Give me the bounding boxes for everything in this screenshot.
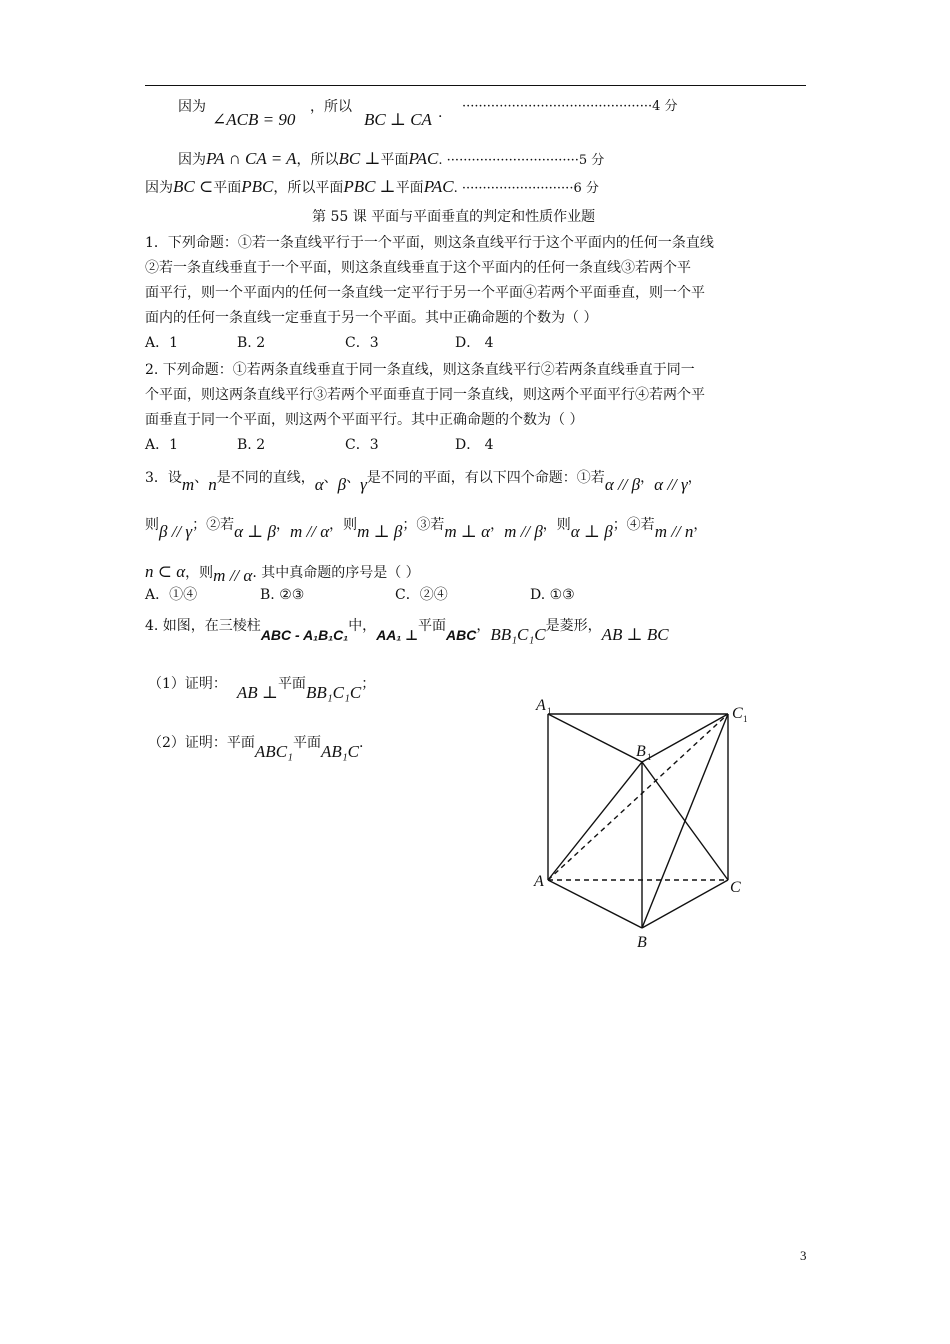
math: AA₁ ⊥ xyxy=(376,627,419,643)
text: ， xyxy=(687,470,702,486)
q4-part-1 xyxy=(148,672,376,702)
math: m xyxy=(181,475,195,494)
text: 因为 xyxy=(178,99,206,115)
math: m // α xyxy=(290,522,330,541)
edge-ac1-hidden xyxy=(548,714,728,880)
q3-option-c: C．②④ xyxy=(395,587,448,603)
lesson-title: 第 55 课 平面与平面垂直的判定和性质作业题 xyxy=(312,209,596,225)
q1-option-c: C．3 xyxy=(345,335,379,351)
math: m ⊥ α xyxy=(444,522,491,541)
q1-option-b: B. 2 xyxy=(237,335,266,351)
q4-part-2 xyxy=(148,731,364,761)
label-c: C xyxy=(730,879,741,896)
text: . 其中真命题的序号是（ ） xyxy=(252,565,420,581)
text: 平面 xyxy=(418,618,447,634)
edge-bc1 xyxy=(642,714,728,928)
q1-line-1: 1．下列命题：①若一条直线平行于一个平面，则这条直线平行于这个平面内的任何一条直线 xyxy=(145,235,714,251)
math: PAC xyxy=(408,149,439,168)
label-b1: B xyxy=(636,743,646,760)
text: ，则 xyxy=(329,517,358,533)
text: ，则 xyxy=(542,517,571,533)
q1-line-3: 面平行，则一个平面内的任何一条直线一定平行于另一个平面④若两个平面垂直，则一个平 xyxy=(145,285,705,301)
text: （2）证明：平面 xyxy=(148,735,255,751)
math: α // β xyxy=(604,475,641,494)
label-a1-sub: 1 xyxy=(547,706,552,716)
math: BC ⊂ xyxy=(173,177,214,196)
label-a: A xyxy=(534,873,544,890)
proof-line-5 xyxy=(178,148,604,172)
math: m // n xyxy=(654,522,694,541)
math: α ⊥ β xyxy=(234,522,277,541)
text: 平面 xyxy=(292,735,321,751)
edge-ab xyxy=(548,880,642,928)
prism-figure xyxy=(520,690,780,960)
label-b: B xyxy=(637,934,647,951)
text: ， xyxy=(476,618,491,634)
text: ；③若 xyxy=(402,517,445,533)
text: . xyxy=(358,735,364,751)
q2-line-1: 2. 下列命题：①若两条直线垂直于同一条直线，则这条直线平行②若两条直线垂直于同一 xyxy=(145,362,695,378)
math: ABC₁ xyxy=(254,742,293,761)
math: γ xyxy=(360,475,367,494)
math: n xyxy=(208,475,217,494)
math: β xyxy=(337,475,347,494)
text: ，则 xyxy=(185,565,214,581)
text: 因为 xyxy=(145,180,173,196)
q4-statement xyxy=(145,614,669,644)
q3-option-b: B. ②③ xyxy=(260,587,305,603)
text: ；④若 xyxy=(612,517,655,533)
proof-line-6 xyxy=(145,176,599,200)
q2-option-b: B. 2 xyxy=(237,437,266,453)
text: ，所以平面 xyxy=(273,180,344,196)
text: 、 xyxy=(194,470,209,486)
math: AB ⊥ BC xyxy=(601,625,669,644)
math: n ⊂ α xyxy=(145,562,186,581)
q3-line-2 xyxy=(145,513,708,541)
proof-line-4 xyxy=(178,96,206,118)
q1-line-4: 面内的任何一条直线一定垂直于另一个平面。其中正确命题的个数为（ ） xyxy=(145,310,598,326)
label-a1: A xyxy=(536,697,546,714)
q2-option-d: D． 4 xyxy=(455,437,494,453)
q2-line-3: 面垂直于同一个平面，则这两个平面平行。其中正确命题的个数为（ ） xyxy=(145,412,584,428)
text: 、 xyxy=(323,470,338,486)
math: α xyxy=(314,475,324,494)
math: BB₁C₁C xyxy=(490,625,546,644)
text: 平面 xyxy=(380,152,409,168)
q3-option-a: A．①④ xyxy=(145,587,198,603)
label-c1: C xyxy=(732,705,743,722)
text: 3．设 xyxy=(145,470,182,486)
text: ， xyxy=(490,517,505,533)
q2-option-a: A．1 xyxy=(145,437,179,453)
score-4: ··············································4 分 xyxy=(462,99,678,114)
proof-text: . xyxy=(438,105,443,121)
math: m // α xyxy=(213,566,253,585)
score-6: . ···························6 分 xyxy=(453,181,599,196)
score-5: . ································5 分 xyxy=(438,153,605,168)
math: PA ∩ CA = A xyxy=(206,149,297,168)
math: AB₁C xyxy=(320,742,359,761)
math: PAC xyxy=(423,177,454,196)
text: 是不同的直线， xyxy=(216,470,315,486)
text: ； xyxy=(361,676,376,692)
page-number: 3 xyxy=(800,1248,807,1263)
edge-b1c1 xyxy=(642,714,728,762)
text: ， xyxy=(640,470,655,486)
text: 因为 xyxy=(178,152,206,168)
q3-option-d: D. ①③ xyxy=(530,587,575,603)
text: 是不同的平面，有以下四个命题：①若 xyxy=(366,470,605,486)
edge-bc xyxy=(642,880,728,928)
text: ；②若 xyxy=(192,517,235,533)
proof-math-angle: ∠ACB = 90 xyxy=(212,110,296,129)
math: BB₁C₁C xyxy=(305,683,362,702)
edge-a1b1 xyxy=(548,714,642,762)
q1-line-2: ②若一条直线垂直于一个平面，则这条直线垂直于这个平面内的任何一条直线③若两个平 xyxy=(145,260,691,276)
edge-ab1 xyxy=(548,762,642,880)
math: PBC xyxy=(241,177,274,196)
text: 平面 xyxy=(213,180,242,196)
q1-option-d: D． 4 xyxy=(455,335,494,351)
math: AB ⊥ xyxy=(236,683,278,702)
math: α ⊥ β xyxy=(570,522,613,541)
proof-math-perp: BC ⊥ CA xyxy=(364,110,432,129)
text: ，所以 xyxy=(296,152,339,168)
label-b1-sub: 1 xyxy=(647,752,652,762)
math: BC ⊥ xyxy=(338,149,381,168)
text: 、 xyxy=(346,470,361,486)
text: ， xyxy=(693,517,708,533)
text: 则 xyxy=(145,517,159,533)
math: ABC xyxy=(446,627,477,643)
math: ABC - A₁B₁C₁ xyxy=(260,627,349,643)
text: 平面 xyxy=(277,676,306,692)
label-c1-sub: 1 xyxy=(743,714,748,724)
text: ， xyxy=(276,517,291,533)
proof-text: ，所以 xyxy=(310,99,352,115)
q3-line-3 xyxy=(145,561,420,584)
text: 是菱形， xyxy=(545,618,602,634)
header-rule xyxy=(145,85,806,86)
math: m // β xyxy=(504,522,543,541)
q2-option-c: C．3 xyxy=(345,437,379,453)
q3-line-1 xyxy=(145,466,702,494)
q1-option-a: A．1 xyxy=(145,335,179,351)
math: β // γ xyxy=(159,522,193,541)
text: 中， xyxy=(348,618,377,634)
text: （1）证明： xyxy=(148,676,227,692)
text: 4. 如图，在三棱柱 xyxy=(145,618,261,634)
math: PBC ⊥ xyxy=(343,177,396,196)
q2-line-2: 个平面，则这两条直线平行③若两个平面垂直于同一条直线，则这两个平面平行④若两个平 xyxy=(145,387,705,403)
math: m ⊥ β xyxy=(357,522,403,541)
math: α // γ xyxy=(654,475,688,494)
text: 平面 xyxy=(395,180,424,196)
